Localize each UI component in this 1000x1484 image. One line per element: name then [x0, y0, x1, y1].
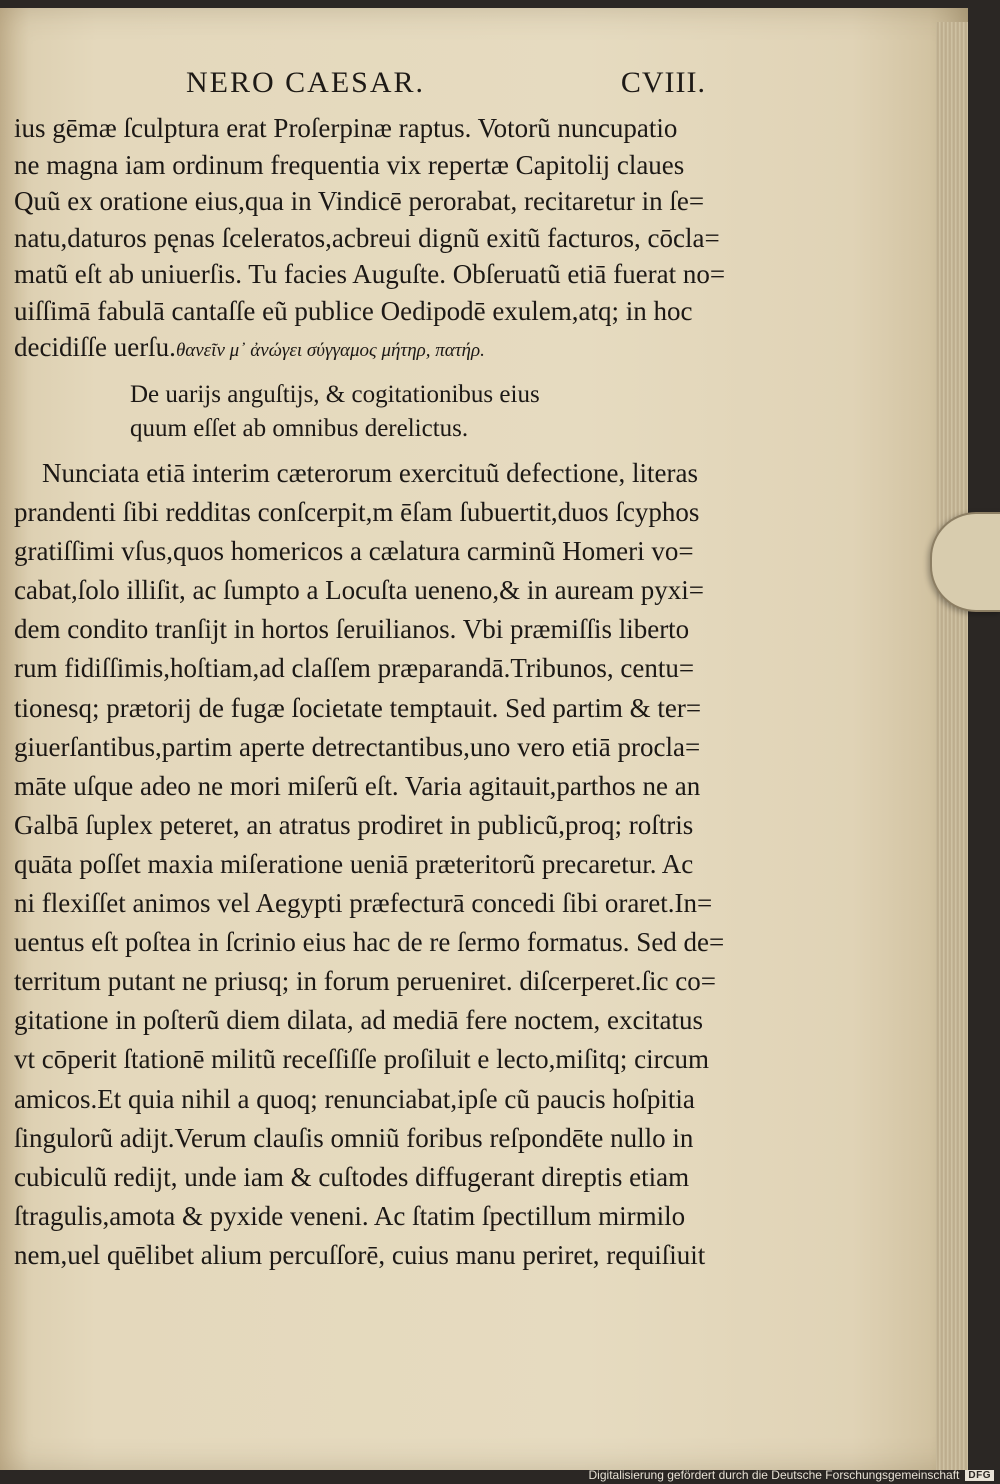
text-line: ſingulorũ adijt.Verum clauſis omniũ foribus reſpondēte nullo in: [14, 1122, 694, 1153]
text-line: Galbā ſuplex peteret, an atratus prodiret in publicũ,proq; roſtris: [14, 809, 694, 840]
text-line: quāta poſſet maxia miſeratione ueniā præteritorũ precaretur. Ac: [14, 848, 694, 879]
text-line: gitatione in poſterũ diem dilata, ad mediā fere noctem, excitatus: [14, 1005, 704, 1036]
text-line: vt cōperit ſtationē militũ receſſiſſe proſiluit e lecto,miſitq; circum: [14, 1044, 710, 1075]
text-line: cabat,ſolo illiſit, ac ſumpto a Locuſta ueneno,& in auream pyxi=: [14, 575, 705, 606]
digitization-credit: [589, 1468, 994, 1482]
text-line: Nunciata etiā interim cæterorum exercituũ defectione, literas: [42, 458, 698, 488]
heading-line: De uarijs anguſtijs, & cogitationibus eius: [130, 381, 540, 408]
text-line: natu,daturos pęnas ſceleratos,acbreui dignũ exitũ facturos, cōcla=: [14, 222, 720, 253]
text-line: uiſſimā fabulā cantaſſe eũ publice Oedipodē exulem,atq; in hoc: [14, 295, 693, 326]
text-line: Quũ ex oratione eius,qua in Vindicē perorabat, recitaretur in ſe=: [14, 186, 705, 216]
paragraph-2: [14, 454, 764, 1275]
text-line: prandenti ſibi redditas conſcerpit,m ēſam ſubuertit,duos ſcyphos: [14, 497, 700, 528]
text-line: cubiculũ redijt, unde iam & cuſtodes diffugerant direptis etiam: [14, 1161, 690, 1192]
dfg-logo: DFG: [965, 1470, 994, 1481]
book-page: [0, 8, 968, 1470]
credit-text: Digitalisierung gefördert durch die Deutsche Forschungsgemeinschaft: [588, 1468, 960, 1482]
text-line: [14, 329, 764, 366]
page-header: [186, 66, 706, 106]
running-title: NERO CAESAR.: [186, 66, 426, 99]
text-line: amicos.Et quia nihil a quoq; renunciabat,ipſe cũ paucis hoſpitia: [14, 1083, 695, 1114]
heading-line: quum eſſet ab omnibus derelictus.: [130, 415, 469, 442]
text-line: rum fidiſſimis,hoſtiam,ad claſſem præparandā.Tribunos, centu=: [14, 653, 695, 684]
section-heading: [130, 378, 730, 446]
text-line: uentus eſt poſtea in ſcrinio eius hac de re ſermo formatus. Sed de=: [14, 927, 725, 958]
text-line: nem,uel quēlibet alium percuſſorē, cuius manu periret, requiſiuit: [14, 1239, 706, 1270]
folio-number: CVIII.: [620, 66, 706, 99]
text-line: ius gēmæ ſculptura erat Proſerpinæ raptus. Votorũ nuncupatio: [14, 113, 678, 143]
text-line: gratiſſimi vſus,quos homericos a cælatura carminũ Homeri vo=: [14, 536, 694, 567]
text-line: māte uſque adeo ne mori miſerũ eſt. Varia agitauit,parthos ne an: [14, 770, 701, 801]
text-line: ne magna iam ordinum frequentia vix repertæ Capitolij claues: [14, 149, 685, 180]
text-line: ni flexiſſet animos vel Aegypti præfecturā concedi ſibi oraret.In=: [14, 888, 713, 919]
text-line: ſtragulis,amota & pyxide veneni. Ac ſtatim ſpectillum mirmilo: [14, 1200, 686, 1231]
text-line: matũ eſt ab uniuerſis. Tu facies Auguſte. Obſeruatũ etiā fuerat no=: [14, 259, 726, 289]
text-line: dem condito tranſijt in hortos ſeruilianos. Vbi præmiſſis liberto: [14, 614, 690, 645]
text-line: territum putant ne priusq; in forum perueniret. diſcerperet.ſic co=: [14, 966, 716, 997]
paragraph-1: [14, 110, 764, 366]
text-line: giuerſantibus,partim aperte detrectantibus,uno vero etiā procla=: [14, 731, 701, 762]
greek-quote: θανεῖν μ᾽ ἀνώγει σύγγαμος μήτηρ, πατήρ.: [175, 340, 485, 361]
text-line-start: decidiſſe uerſu.: [14, 332, 176, 362]
page-edge: [936, 22, 968, 1470]
text-line: tionesq; prætorij de fugæ ſocietate temptauit. Sed partim & ter=: [14, 692, 702, 723]
